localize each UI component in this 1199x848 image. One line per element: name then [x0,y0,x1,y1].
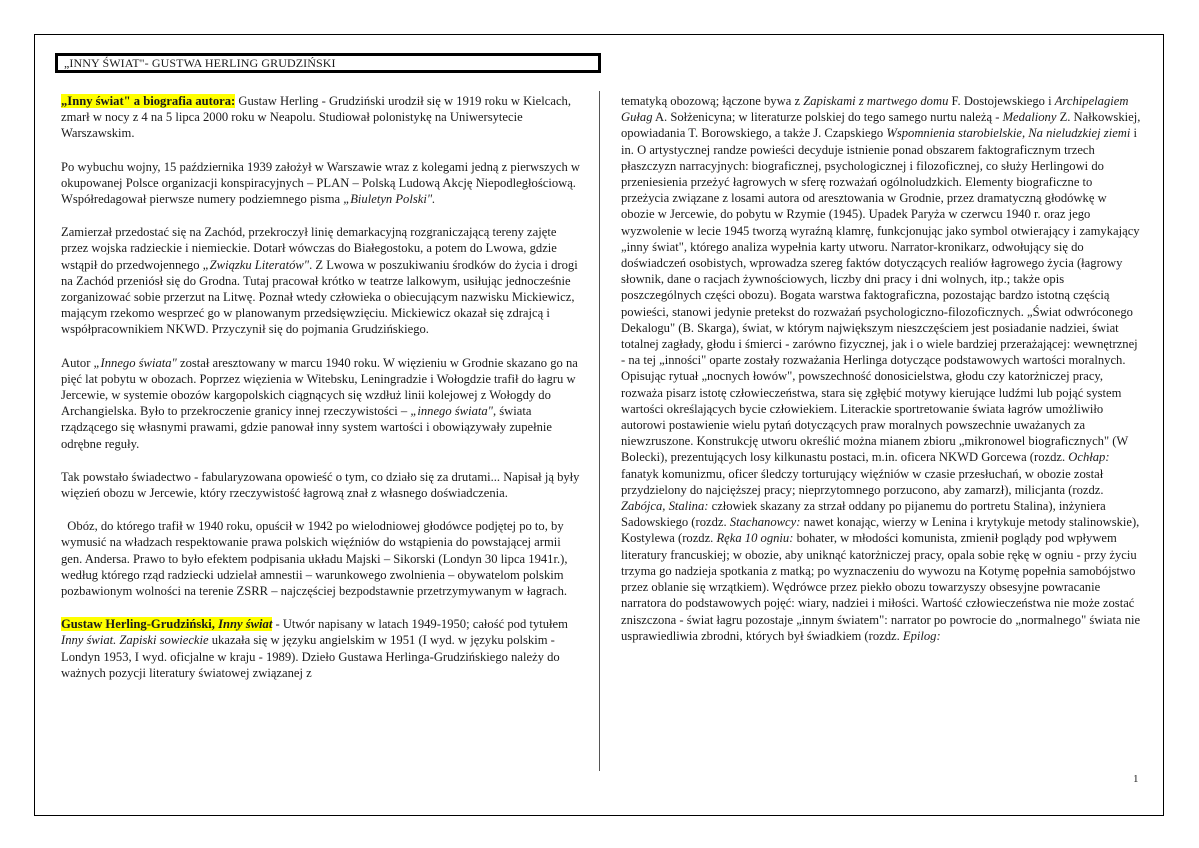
page-number: 1 [1133,773,1139,785]
left-column [61,93,581,698]
highlight-heading: „Inny świat" a biografia autora: [61,94,236,108]
paragraph-work: Gustaw Herling-Grudziński, Inny świat - Utwór napisany w latach 1949-1950; całość pod tytułem Inny świat. Zapiski sowieckie ukazała się w języku angielskim w 1951 (I wyd. w języku polskim - Londyn 1953, I wyd. oficjalne w kraju - 1989). Dzieło Gustawa Herlinga-Grudzińskiego należy do ważnych pozycji literatury światowej związanej z [61,617,568,680]
highlight-work-title: Gustaw Herling-Grudziński, Inny świat [61,617,273,632]
paragraph-west: Zamierzał przedostać się na Zachód, przekroczył linię demarkacyjną rozgraniczającą tereny zajęte przez wojska radzieckie i niemieckie. Dotarł wówczas do Białegostoku, a potem do Lwowa, gdzie wstąpił do przedwojennego „Związku Literatów". Z Lwowa w poszukiwaniu środków do życia i drogi na Zachód przeniósł się do Grodna. Tutaj pracował krótko w teatrze lalkowym, usiłując jednocześnie zorganizować sobie przerzut na Litwę. Poznał wtedy człowieka o obiecującym nazwisku Mickiewicz, mającym rzekomo wesprzeć go w planowanym przedsięwzięciu. Mickiewicz okazał się zdrajcą i współpracownikiem NKWD. Przyczynił się do pojmania Grudzińskiego. [61,225,578,337]
paragraph-analysis: tematyką obozową; łączone bywa z Zapiskami z martwego domu F. Dostojewskiego i Archipelagiem Gułag A. Sołżenicyna; w literaturze polskiej do tego samego nurtu należą - Medaliony Z. Nałkowskiej, opowiadania T. Borowskiego, a także J. Czapskiego Wspomnienia starobielskie, Na nieludzkiej ziemi i in. O artystycznej randze powieści decyduje istnienie ponad obszarem faktograficznym trzech płaszczyzn narracyjnych: biograficznej, psychologicznej i filozoficznej, co służy Herlingowi do przeniesienia przeżyć łagrowych w sferę rozważań ogólnoludzkich. Elementy biograficzne to przeżycia związane z losami autora od aresztowania w Grodnie, przez dramatyczną głodówkę w obozie w Jercewie, do pobytu w Rzymie (1945). Upadek Paryża w czerwcu 1940 r. oraz jego wyzwolenie w lecie 1945 tworzą wyraźną klamrę, funkcjonując jako symbol otwierający i zamykający „inny świat", którego analiza wypełnia karty utworu. Narrator-kronikarz, odwołujący się do doświadczeń osobistych, wprowadza szereg faktów dotyczących realiów łagrowego życia (łagrowy słownik, dane o racjach żywnościowych, liczby dni pracy i dni wolnych, itp.; także opis poszczególnych części obozu). Bogata warstwa faktograficzna, pozostając bardzo istotną częścią powieści, stanowi jedynie pretekst do rozważań psychologiczno-filozoficznych. „Świat odwróconego Dekalogu" (B. Skarga), świat, w którym największym nieszczęściem jest posiadanie nadziei, świat totalnej zagłady, głodu i śmierci - zarówno fizycznej, jak i o wiele bardziej przerażającej: wewnętrznej - na tej „inności" oparte zostały rozważania Herlinga dotyczące podstawowych wartości moralnych. Opisując rytuał „nocnych łowów", powszechność donosicielstwa, głodu czy katorżniczej pracy, rozważa pisarz istotę człowieczeństwa, stara się zgłębić motywy kierujące ludźmi lub pojąć system wartości określających bycie człowiekiem. Literackie sportretowanie świata łagrów umożliwiło autorowi postawienie wielu pytań dotyczących praw moralnych powszechnie uważanych za niewzruszone. Konstrukcję utworu określić można mianem zbioru „mikronowel biograficznych" (W Bolecki), prezentujących losy kilkunastu postaci, m.in. oficera NKWD Gorcewa (rozdz. Ochłap: fanatyk komunizmu, oficer śledczy torturujący więźniów w czasie przesłuchań, w obozie został przydzielony do najcięższej pracy; nieprzytomnego porzucono, aby zamarzł), milicjanta (rozdz. Zabójca, Stalina: człowiek skazany za strzał oddany po pijanemu do portretu Stalina), inżyniera Sadowskiego (rozdz. Stachanowcy: nawet konając, wierzy w Lenina i krytykuje metody stalinowskie), Kostylewa (rozdz. Ręka 10 ogniu: bohater, w młodości komunista, zmienił poglądy pod wpływem literatury francuskiej; w obozie, aby uniknąć katorżniczej pracy, opala sobie rękę w ogniu - przy życiu trzyma go nadzieja spotkania z matką; po wyznaczeniu do wywozu na Kotymę popełnia samobójstwo przez oblanie się wrzątkiem). Wędrówce przez piekło obozu towarzyszy obsesyjne powracanie narratora do podstawowych pojęć: wiary, nadziei i miłości. Wartość człowieczeństwa nie może zostać zniszczona - świat łagru pozostaje „innym światem": narrator po powrocie do „normalnego" świata nie usprawiedliwia zbrodni, których był świadkiem (rozdz. Epilog: [621,94,1141,643]
paragraph-biography: „Inny świat" a biografia autora: Gustaw Herling - Grudziński urodził się w 1919 roku w Kielcach, zmarł w nocy z 4 na 5 lipca 2000 roku w Neapolu. Studiował polonistykę na Uniwersytecie Warszawskim. [61,94,571,141]
paragraph-arrest: Autor „Innego świata" został aresztowany w marcu 1940 roku. W więzieniu w Grodnie skazano go na pięć lat pobytu w obozach. Poprzez więzienia w Witebsku, Leningradzie i Wołogdzie trafił do łagru w Jercewie, w systemie obozów kargopolskich ciągnących się wzdłuż linii kolejowej z Wołogdy do Archangielska. Było to przekroczenie granicy innej rzeczywistości – „innego świata", świata rządzącego się własnymi prawami, gdzie panował inny system wartości i obowiązywały zupełnie odrębne reguły. [61,355,578,451]
right-column [621,93,1143,661]
paragraph-war: Po wybuchu wojny, 15 października 1939 założył w Warszawie wraz z kolegami jedną z pierwszych w okupowanej Polsce organizacji konspiracyjnych – PLAN – Polską Ludową Akcję Niepodległościową. Współredagował pierwsze numery podziemnego pisma „Biuletyn Polski". [61,159,580,207]
document-page [34,34,1164,816]
column-divider [599,91,600,771]
paragraph-camp: Obóz, do którego trafił w 1940 roku, opuścił w 1942 po wielodniowej głodówce podjętej po to, by wymusić na władzach respektowanie prawa polskich więźniów do wstąpienia do powstającej armii gen. Andersa. Prawo to było efektem podpisania układu Majski – Sikorski (Londyn 30 lipca 1941r.), według którego rząd radziecki udzielał amnestii – warunkowego zwolnienia – obywatelom polskim pozbawionym wolności na terenie ZSRR – najczęściej bezpodstawnie przetrzymywanym w łagrach. [61,519,571,599]
page-title: „INNY ŚWIAT"- GUSTWA HERLING GRUDZIŃSKI [55,53,601,73]
paragraph-testimony: Tak powstało świadectwo - fabularyzowana opowieść o tym, co działo się za drutami... Napisał ją były więzień obozu w Jercewie, który rzeczywistość łagrową znał z własnego doświadczenia. [61,469,580,501]
